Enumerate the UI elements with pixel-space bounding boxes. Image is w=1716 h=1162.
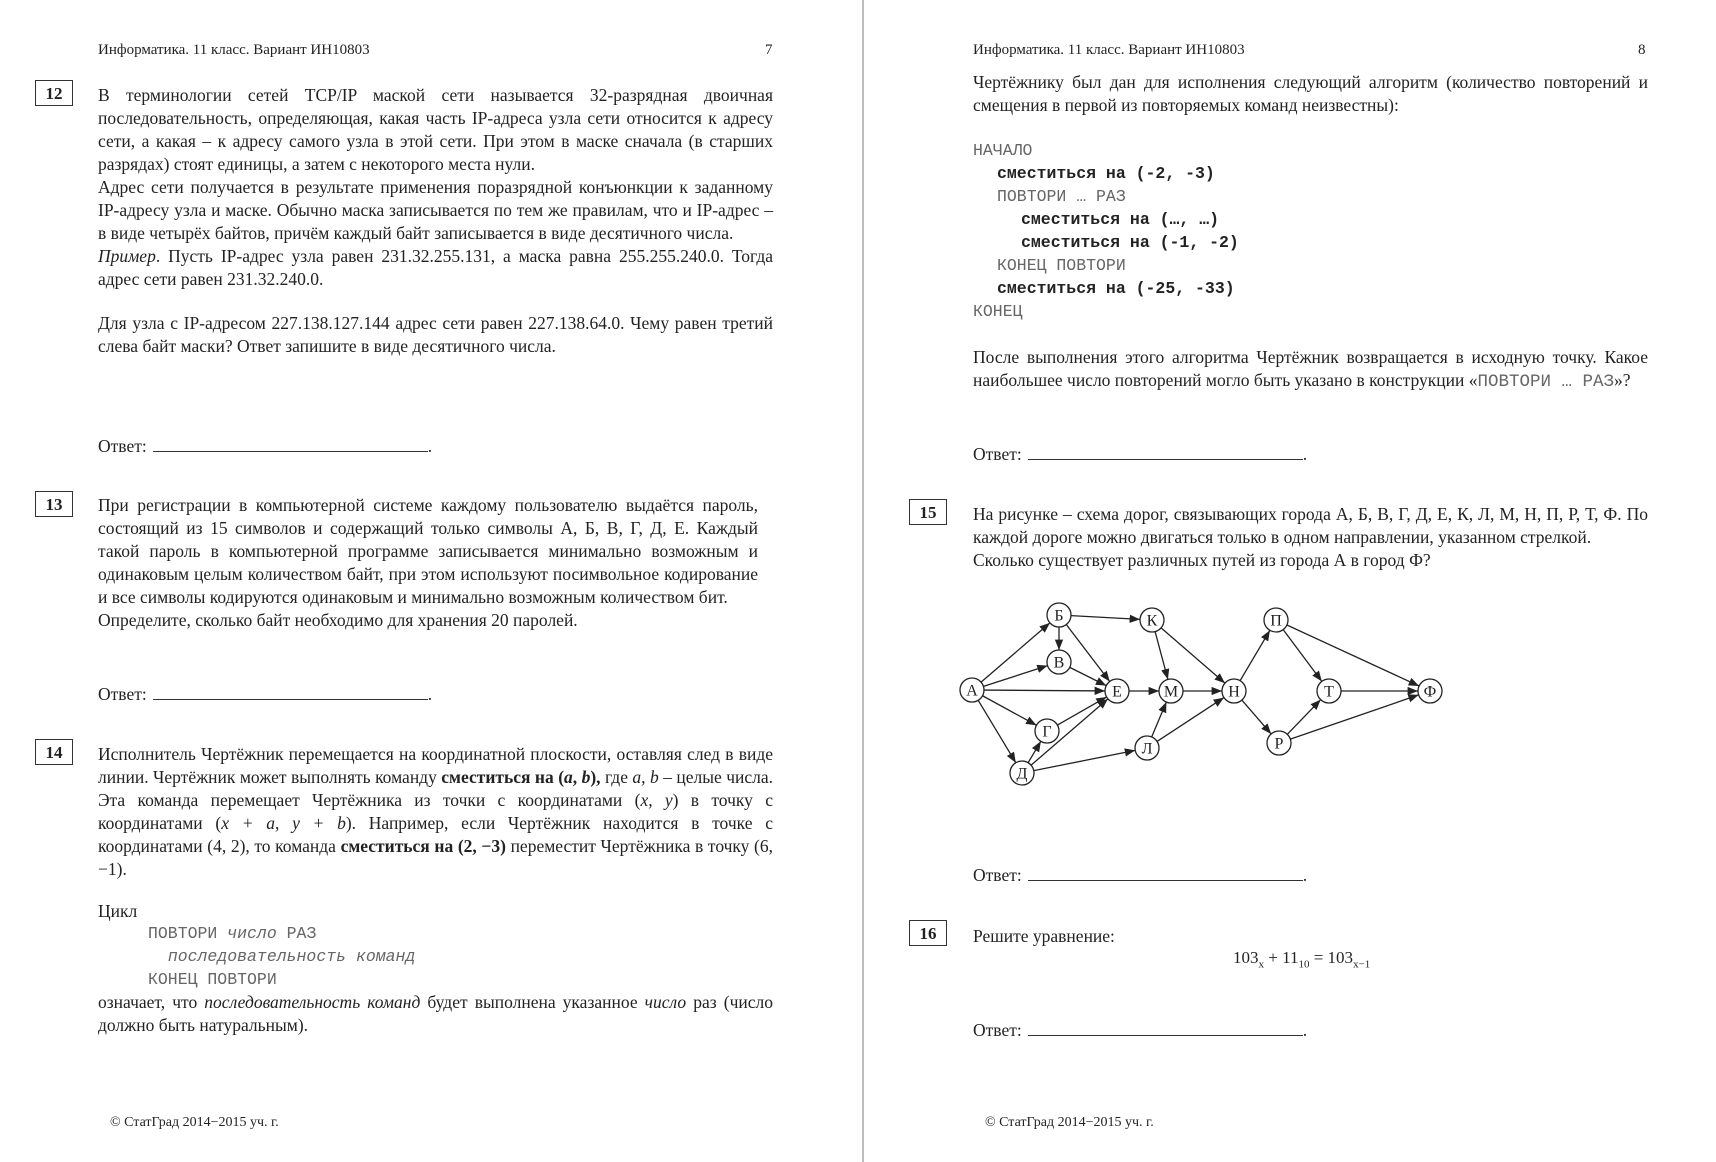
city-label: К	[1146, 612, 1158, 630]
city-node	[1047, 650, 1071, 674]
code-line: сместиться на (-1, -2)	[1021, 233, 1239, 252]
task-15-answer[interactable]: Ответ: .	[973, 865, 1308, 885]
city-label: П	[1270, 612, 1282, 630]
city-node	[1035, 719, 1059, 743]
road-edge	[1157, 698, 1224, 742]
city-node	[1105, 679, 1129, 703]
answer-field[interactable]	[153, 437, 428, 452]
city-node	[1140, 608, 1164, 632]
page-number: 8	[1638, 42, 1646, 58]
code-line: НАЧАЛО	[973, 141, 1033, 160]
city-node	[1317, 679, 1341, 703]
road-edge	[1034, 750, 1135, 770]
road-edge	[981, 623, 1050, 682]
algorithm-code	[973, 139, 1239, 323]
task-14-continuation-question: После выполнения этого алгоритма Чертёжник возвращается в исходную точку. Какое наибольшее число повторений могло быть указано в конструкции «ПОВТОРИ … РАЗ»?	[973, 347, 1648, 392]
task-13-question: Определите, сколько байт необходимо для хранения 20 паролей.	[98, 610, 578, 630]
task-15-question: Сколько существует различных путей из города А в город Ф?	[973, 550, 1431, 570]
city-label: Н	[1228, 683, 1240, 701]
task-number-15: 15	[909, 499, 947, 525]
road-edge	[1152, 702, 1167, 737]
road-edge	[1290, 695, 1418, 739]
task-14-paragraph-1: Исполнитель Чертёжник перемещается на координатной плоскости, оставляя след в виде линии. Чертёжник может выполнять команду сместиться на (a, b), где a, b – целые числа. Эта команда перемещает Чертёжника из точки с координатами (x, y) в точку с координатами (x + a, y + b). Например, если Чертёжник находится в точке с координатами (4, 2), то команда сместиться на (2, −3) переместит Чертёжника в точку (6, −1).	[98, 744, 774, 879]
answer-label: Ответ:	[973, 444, 1022, 464]
city-label: Л	[1141, 740, 1153, 758]
city-label: А	[966, 682, 978, 700]
road-edge	[1028, 741, 1041, 762]
task-number-16: 16	[909, 920, 947, 946]
city-node	[1010, 761, 1034, 785]
road-edge	[1071, 616, 1140, 620]
page-footer: © СтатГрад 2014−2015 уч. г.	[985, 1115, 1154, 1130]
road-edge	[1283, 630, 1322, 682]
code-line: КОНЕЦ	[973, 302, 1023, 321]
code-line: сместиться на (-25, -33)	[997, 279, 1235, 298]
task-14-continuation-intro: Чертёжнику был дан для исполнения следующий алгоритм (количество повторений и смещения в первой из повторяемых команд неизвестны):	[973, 72, 1648, 115]
right-page	[866, 0, 1716, 1162]
answer-field[interactable]	[1028, 1021, 1303, 1036]
task-13-paragraph-1: При регистрации в компьютерной системе каждому пользователю выдаётся пароль, состоящий из 15 символов и содержащий только символы А, Б, В, Г, Д, Е. Каждый такой пароль в компьютерной программе записывается минимально возможным и одинаковым целым количеством байт, при этом используют посимвольное кодирование и все символы кодируются одинаковым и минимально возможным количеством бит.	[98, 495, 758, 607]
road-edge	[1066, 625, 1109, 682]
task-number-14: 14	[35, 739, 73, 765]
example-label: Пример	[98, 246, 156, 266]
task-12-text	[98, 84, 773, 358]
task-12-paragraph-1: В терминологии сетей TCP/IP маской сети называется 32-разрядная двоичная последовательность, определяющая, какая часть IP-адреса узла сети относится к адресу сети, а какая – к адресу самого узла в этой сети. При этом в маске сначала (в старших разрядах) стоят единицы, а затем с некоторого места нули.	[98, 85, 773, 174]
task-12-question: Для узла с IP-адресом 227.138.127.144 адрес сети равен 227.138.64.0. Чему равен третий слева байт маски? Ответ запишите в виде десятичного числа.	[98, 313, 773, 356]
task-12-paragraph-2: Адрес сети получается в результате применения поразрядной конъюнкции к заданному IP-адресу узла и маске. Обычно маска записывается по тем же правилам, что и IP-адрес – в виде четырёх байтов, причём каждый байт записывается в виде десятичного числа.	[98, 177, 773, 243]
answer-label: Ответ:	[98, 684, 147, 704]
road-graph	[866, 600, 1716, 800]
code-line: КОНЕЦ ПОВТОРИ	[997, 256, 1126, 275]
task-14-text	[98, 743, 773, 881]
city-node	[1159, 679, 1183, 703]
city-label: Р	[1274, 735, 1284, 753]
task-13-text	[98, 494, 758, 632]
task-14-answer[interactable]: Ответ: .	[973, 444, 1308, 464]
answer-label: Ответ:	[973, 1020, 1022, 1040]
road-edge	[1287, 700, 1320, 735]
road-edge	[984, 690, 1105, 691]
task-13-answer[interactable]: Ответ: .	[98, 684, 433, 704]
answer-field[interactable]	[1028, 445, 1303, 460]
city-node	[1047, 603, 1071, 627]
road-edge	[1242, 700, 1271, 734]
page-number: 7	[765, 42, 773, 58]
city-node	[1135, 736, 1159, 760]
road-edge	[978, 700, 1016, 762]
code-line: сместиться на (-2, -3)	[997, 164, 1215, 183]
task-16-answer[interactable]: Ответ: .	[973, 1020, 1308, 1040]
city-node	[1418, 679, 1442, 703]
task-15-text	[973, 503, 1648, 572]
task-16-text: Решите уравнение:	[973, 926, 1115, 946]
city-label: М	[1163, 683, 1179, 701]
city-label: Т	[1324, 683, 1334, 701]
page-divider	[862, 0, 864, 1162]
answer-field[interactable]	[153, 685, 428, 700]
city-label: Д	[1016, 765, 1028, 783]
answer-field[interactable]	[1028, 866, 1303, 881]
task-12-paragraph-3	[98, 245, 773, 291]
task-14-paragraph-2: означает, что последовательность команд будет выполнена указанное число раз (число должно быть натуральным).	[98, 992, 773, 1035]
city-label: Г	[1042, 723, 1052, 741]
equation: $103_x + 11_{10} = 103_{x-1}$	[1233, 948, 1371, 971]
city-node	[1222, 679, 1246, 703]
city-node	[960, 678, 984, 702]
cycle-label: Цикл	[98, 901, 138, 921]
road-edge	[983, 666, 1047, 687]
page-footer: © СтатГрад 2014−2015 уч. г.	[110, 1115, 279, 1130]
city-node	[1264, 608, 1288, 632]
code-line: сместиться на (…, …)	[1021, 210, 1220, 229]
city-label: Б	[1054, 607, 1064, 625]
city-label: Е	[1112, 683, 1122, 701]
page-header	[973, 42, 1646, 59]
city-node	[1267, 731, 1291, 755]
road-edge	[1240, 630, 1270, 680]
city-label: Ф	[1423, 683, 1437, 701]
example-text: . Пусть IP-адрес узла равен 231.32.255.131, а маска равна 255.255.240.0. Тогда адрес сети равен 231.32.240.0.	[98, 246, 773, 289]
task-number-13: 13	[35, 491, 73, 517]
cycle-code: ПОВТОРИ число РАЗ последовательность команд КОНЕЦ ПОВТОРИ	[148, 924, 416, 989]
road-edge	[1161, 628, 1225, 683]
header-title: Информатика. 11 класс. Вариант ИН10803	[973, 42, 1245, 58]
road-edge	[1287, 625, 1419, 686]
task-number-12: 12	[35, 80, 73, 106]
answer-label: Ответ:	[973, 865, 1022, 885]
page-header	[98, 42, 773, 59]
task-12-answer[interactable]: Ответ: .	[98, 436, 433, 456]
header-title: Информатика. 11 класс. Вариант ИН10803	[98, 42, 370, 58]
code-line: ПОВТОРИ … РАЗ	[997, 187, 1126, 206]
answer-label: Ответ:	[98, 436, 147, 456]
city-label: В	[1053, 654, 1065, 672]
task-15-paragraph-1: На рисунке – схема дорог, связывающих города А, Б, В, Г, Д, Е, К, Л, М, Н, П, Р, Т, Ф. По каждой дороге можно двигаться только в одном направлении, указанном стрелкой.	[973, 504, 1648, 547]
road-edge	[1155, 632, 1168, 680]
